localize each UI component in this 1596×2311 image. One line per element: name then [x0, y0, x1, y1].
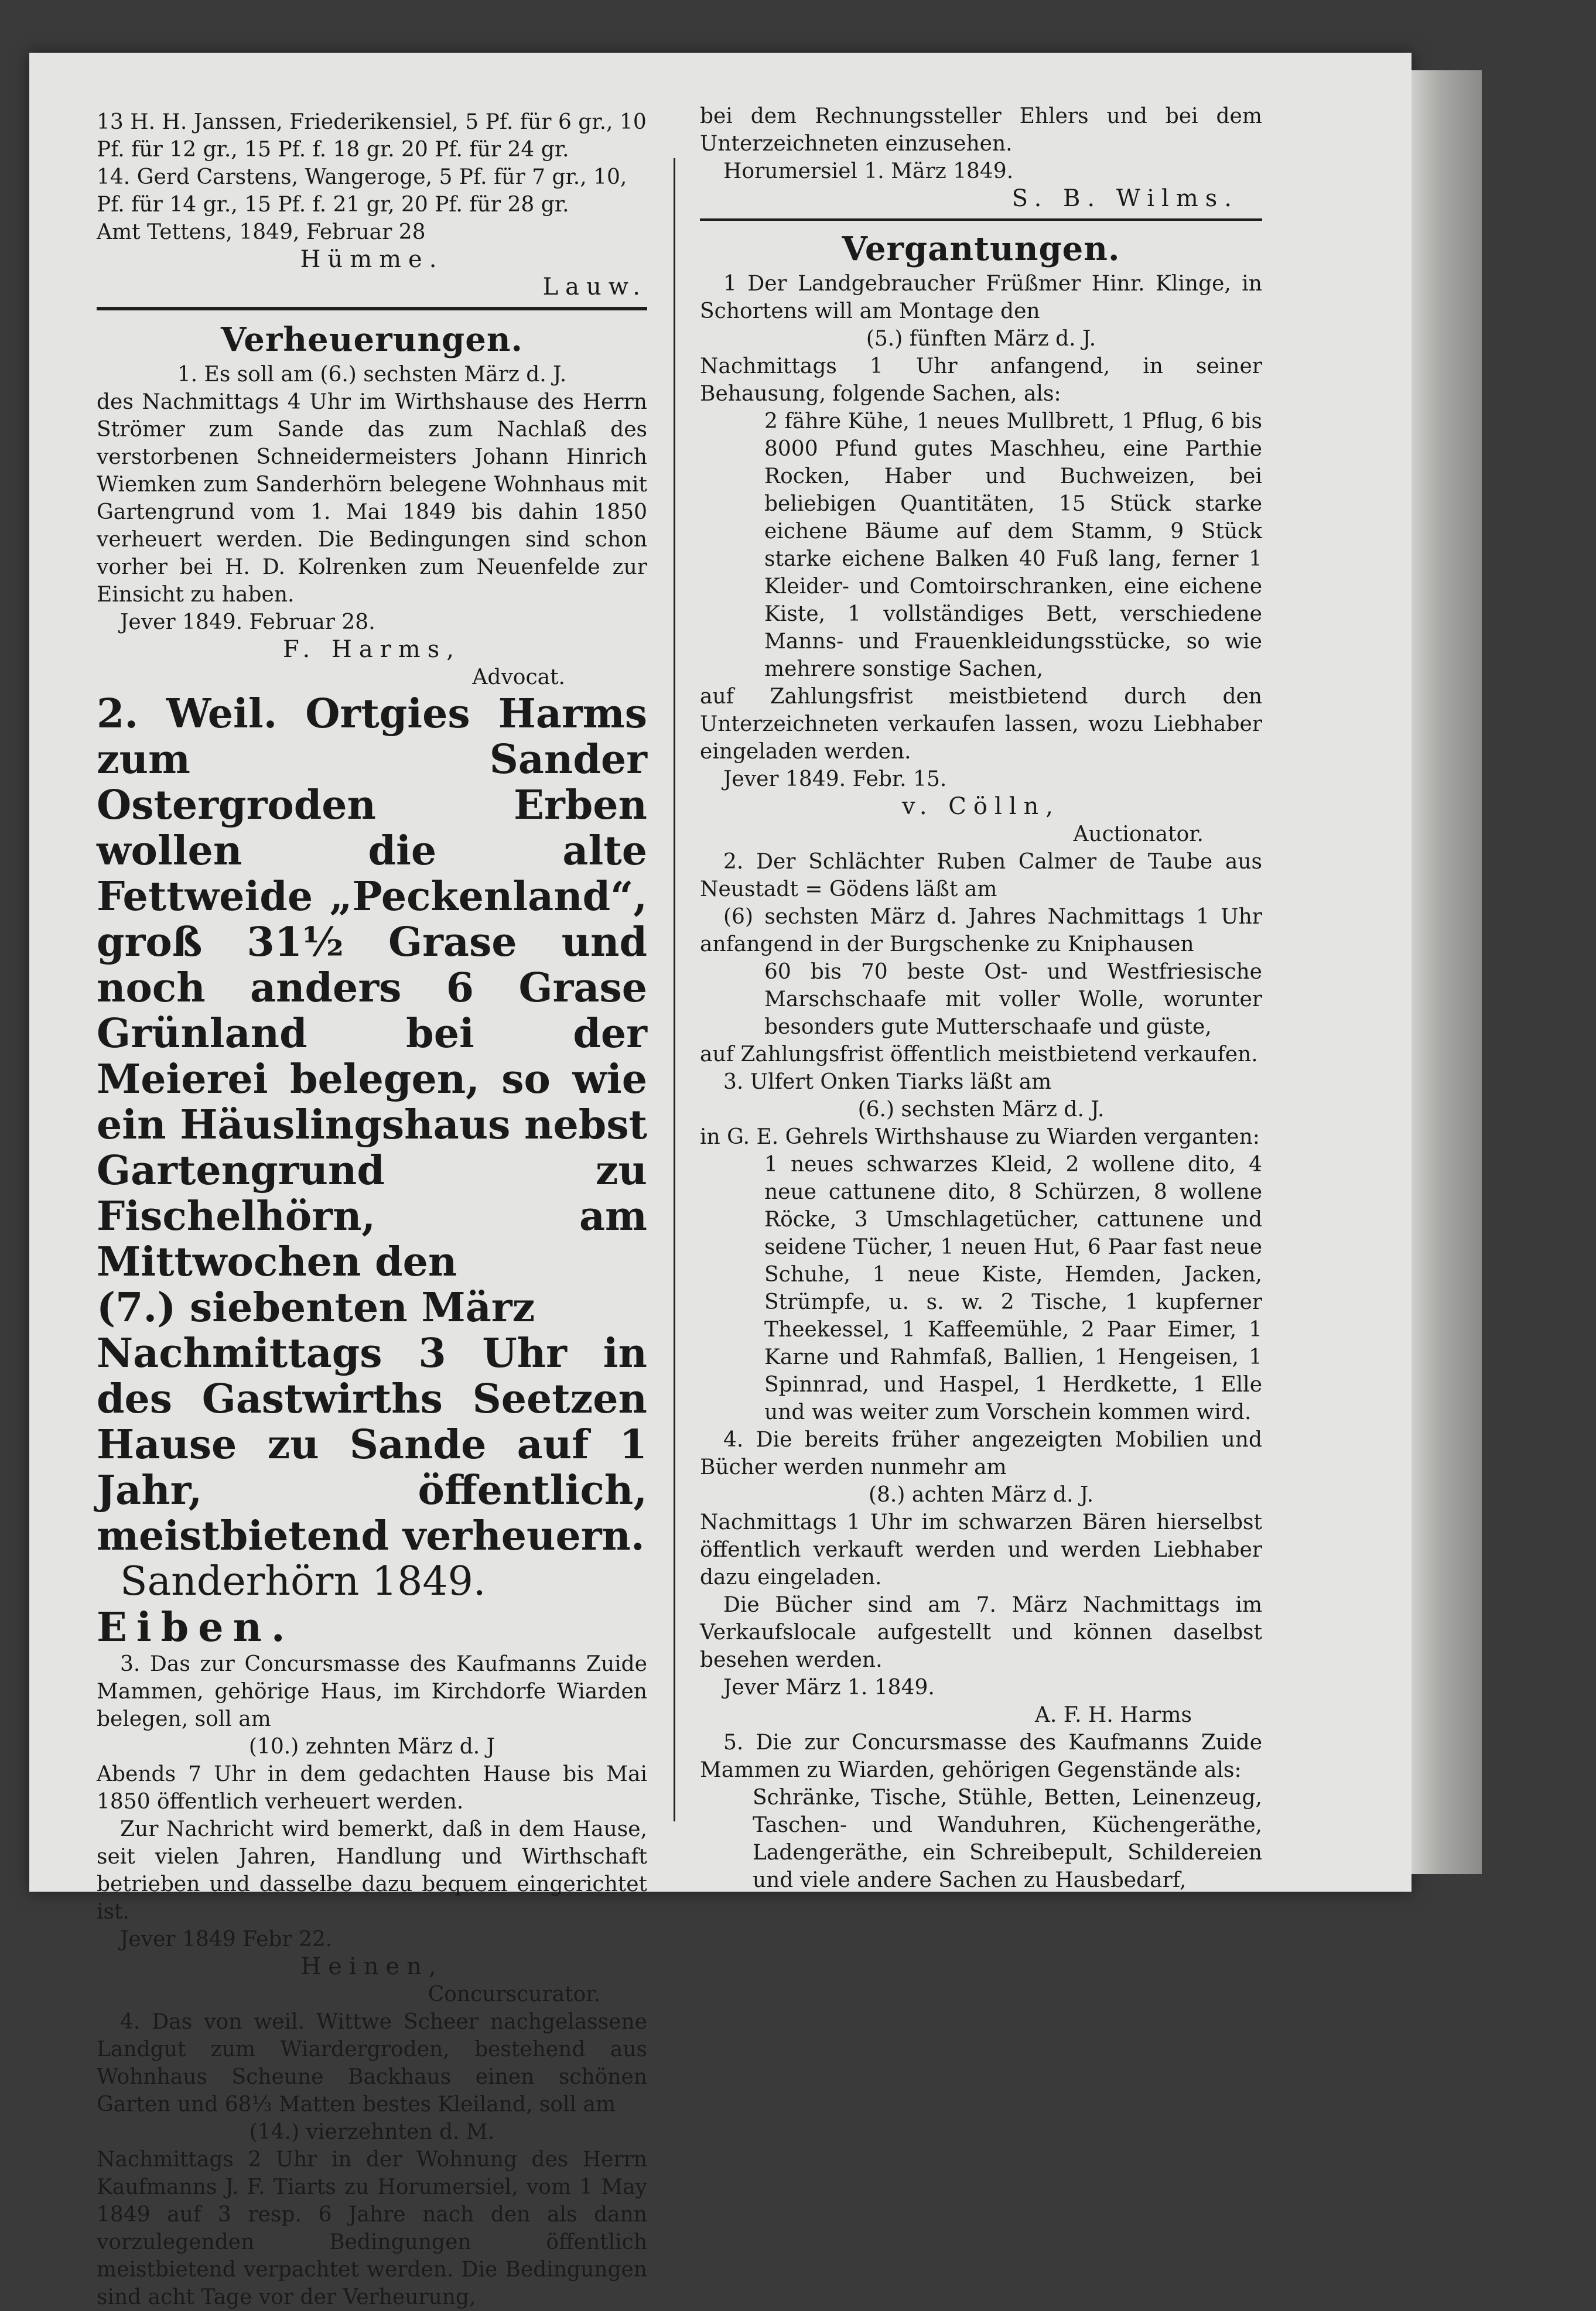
- notice-2-date: (7.) siebenten März: [97, 1284, 535, 1331]
- sale-1-signature: v. Cölln,: [901, 793, 1061, 820]
- top-place: Horumersiel 1. März 1849.: [723, 159, 1014, 183]
- top-line-1: 13 H. H. Janssen, Friederikensiel, 5 Pf. für 6 gr., 10: [97, 110, 647, 134]
- section-rule: [97, 307, 647, 310]
- top-text: bei dem Rechnungssteller Ehlers und bei dem Unterzeichneten einzusehen.: [700, 104, 1262, 156]
- notice-2-body: 2. Weil. Ortgies Harms zum Sander Ostergroden Erben wollen die alte Fettweide „Peckenland“, groß 31½ Grase und noch anders 6 Grase Grünland bei der Meierei belegen, so wie ein Häuslingshaus nebst Gartengrund zu Fischelhörn, am Mittwochen den: [97, 690, 648, 1286]
- sale-2-body2: (6) sechsten März d. Jahres Nachmittags 1 Uhr anfangend in der Burgschenke zu Kniphausen: [700, 905, 1262, 956]
- amt-line: Amt Tettens, 1849, Februar 28: [97, 220, 426, 244]
- sale-1-title: Auctionator.: [1073, 822, 1204, 846]
- column-divider: [674, 158, 675, 1821]
- heading-vergantungen: Vergantungen.: [842, 230, 1120, 268]
- sale-4-body2: Nachmittags 1 Uhr im schwarzen Bären hierselbst öffentlich verkauft werden und werden Liebhaber dazu eingeladen.: [700, 1510, 1262, 1589]
- notice-4-body2: Nachmittags 2 Uhr in der Wohnung des Herrn Kaufmanns J. F. Tiarts zu Horumersiel, vom 1 May 1849 auf 3 resp. 6 Jahre nach den als dann vorzulegenden Bedingungen öffentlich meistbietend verpachtet werden. Die Bedingungen sind acht Tage vor der Verheurung,: [97, 2148, 647, 2309]
- notice-3-place: Jever 1849 Febr 22.: [120, 1927, 333, 1951]
- sale-4-date: (8.) achten März d. J.: [868, 1483, 1094, 1507]
- heading-verheuerungen: Verheuerungen.: [220, 320, 524, 359]
- top-line-2: Pf. für 12 gr., 15 Pf. f. 18 gr. 20 Pf. für 24 gr.: [97, 138, 569, 162]
- notice-1-intro: 1. Es soll am (6.) sechsten März d. J.: [177, 363, 567, 387]
- notice-1-signature: F. Harms,: [283, 636, 461, 663]
- notice-1-title: Advocat.: [472, 665, 565, 689]
- sale-5-items: Schränke, Tische, Stühle, Betten, Leinenzeug, Taschen- und Wanduhren, Küchengeräthe, Ladengeräthe, ein Schreibepult, Schildereien und viele andere Sachen zu Hausbedarf,: [753, 1786, 1262, 1892]
- sale-4-place: Jever März 1. 1849.: [723, 1676, 935, 1700]
- sale-1-date: (5.) fünften März d. J.: [866, 327, 1096, 351]
- notice-4-date: (14.) vierzehnten d. M.: [249, 2120, 495, 2144]
- sale-3-date: (6.) sechsten März d. J.: [857, 1098, 1105, 1122]
- sale-1-items: 2 fähre Kühe, 1 neues Mullbrett, 1 Pflug, 6 bis 8000 Pfund gutes Maschheu, eine Parthie Rocken, Haber und Buchweizen, bei beliebigen Quantitäten, 15 Stück starke eichene Bäume auf dem Stamm, 9 Stück starke eichene Balken 40 Fuß lang, ferner 1 Kleider- und Comtoirschranken, eine eichene Kiste, 1 vollständiges Bett, verschiedene Manns- und Frauenkleidungsstücke, so wie mehrere sonstige Sachen,: [764, 409, 1262, 681]
- sale-3-body: 3. Ulfert Onken Tiarks läßt am: [723, 1070, 1052, 1094]
- sale-4-note: Die Bücher sind am 7. März Nachmittags im Verkaufslocale aufgestellt und können daselbst besehen werden.: [700, 1593, 1262, 1672]
- notice-3-title: Concurscurator.: [428, 1982, 600, 2006]
- sale-1-place: Jever 1849. Febr. 15.: [723, 767, 947, 791]
- sale-2-items: 60 bis 70 beste Ost- und Westfriesische Marschschaafe mit voller Wolle, worunter besonders gute Mutterschaafe und güste,: [764, 960, 1262, 1039]
- sale-4-body: 4. Die bereits früher angezeigten Mobilien und Bücher werden nunmehr am: [700, 1428, 1262, 1479]
- page-edge: [1412, 70, 1482, 1874]
- top-signature: S. B. Wilms.: [1011, 185, 1239, 212]
- section-rule-right: [700, 218, 1262, 221]
- sale-1-body: 1 Der Landgebraucher Früßmer Hinr. Klinge, in Schortens will am Montage den: [700, 272, 1262, 323]
- signature-huemme: Hümme.: [300, 246, 444, 273]
- sale-1-body3: auf Zahlungsfrist meistbietend durch den Unterzeichneten verkaufen lassen, wozu Liebhaber eingeladen werden.: [700, 685, 1262, 764]
- sale-1-body2: Nachmittags 1 Uhr anfangend, in seiner Behausung, folgende Sachen, als:: [700, 354, 1262, 406]
- sale-5-body: 5. Die zur Concursmasse des Kaufmanns Zuide Mammen zu Wiarden, gehörigen Gegenstände als:: [700, 1731, 1262, 1782]
- top-line-3: 14. Gerd Carstens, Wangeroge, 5 Pf. für 7 gr., 10,: [97, 165, 627, 189]
- sale-3-body2: in G. E. Gehrels Wirthshause zu Wiarden verganten:: [700, 1125, 1260, 1149]
- sale-2-body: 2. Der Schlächter Ruben Calmer de Taube aus Neustadt = Gödens läßt am: [700, 850, 1262, 901]
- notice-1-date: Jever 1849. Februar 28.: [120, 610, 375, 634]
- sale-2-body3: auf Zahlungsfrist öffentlich meistbietend verkaufen.: [700, 1042, 1258, 1066]
- left-column: [97, 108, 647, 2311]
- right-column: [700, 102, 1262, 1894]
- sale-3-items: 1 neues schwarzes Kleid, 2 wollene dito, 4 neue cattunene dito, 8 Schürzen, 8 wollene Röcke, 3 Umschlagetücher, cattunene und seidene Tücher, 1 neuen Hut, 6 Paar fast neue Schuhe, 1 neue Kiste, Hemden, Jacken, Strümpfe, u. s. w. 2 Tische, 1 kupferner Theekessel, 1 Kaffeemühle, 2 Paar Eimer, 1 Karne und Rahmfaß, Ballien, 1 Hengeisen, 1 Spinnrad, und Haspel, 1 Herdkette, 1 Elle und was weiter zum Vorschein kommen wird.: [764, 1153, 1262, 1424]
- notice-3-note: Zur Nachricht wird bemerkt, daß in dem Hause, seit vielen Jahren, Handlung und Wirthschaft betrieben und dasselbe dazu bequem eingerichtet ist.: [97, 1817, 647, 1924]
- notice-3-body2: Abends 7 Uhr in dem gedachten Hause bis Mai 1850 öffentlich verheuert werden.: [97, 1762, 647, 1814]
- signature-lauw: Lauw.: [542, 274, 647, 300]
- notice-4-body: 4. Das von weil. Wittwe Scheer nachgelassene Landgut zum Wiardergroden, bestehend aus Wohnhaus Scheune Backhaus einen schönen Garten und 68⅓ Matten bestes Kleiland, soll am: [97, 2010, 647, 2117]
- notice-1-body: des Nachmittags 4 Uhr im Wirthshause des Herrn Strömer zum Sande das zum Nachlaß des verstorbenen Schneidermeisters Johann Hinrich Wiemken zum Sanderhörn belegene Wohnhaus mit Gartengrund vom 1. Mai 1849 bis dahin 1850 verheuert werden. Die Bedingungen sind schon vorher bei H. D. Kolrenken zum Neuenfelde zur Einsicht zu haben.: [97, 390, 647, 607]
- notice-2-signature: Eiben.: [97, 1604, 295, 1651]
- sale-4-signature: A. F. H. Harms: [1034, 1703, 1192, 1727]
- notice-3-date: (10.) zehnten März d. J: [248, 1735, 495, 1759]
- top-line-4: Pf. für 14 gr., 15 Pf. f. 21 gr, 20 Pf. für 28 gr.: [97, 193, 569, 217]
- notice-2-place: Sanderhörn 1849.: [120, 1558, 486, 1605]
- notice-3-body: 3. Das zur Concursmasse des Kaufmanns Zuide Mammen, gehörige Haus, im Kirchdorfe Wiarden belegen, soll am: [97, 1652, 647, 1731]
- notice-3-signature: Heinen,: [300, 1953, 443, 1980]
- notice-2-body2: Nachmittags 3 Uhr in des Gastwirths Seetzen Hause zu Sande auf 1 Jahr, öffentlich, meistbietend verheuern.: [97, 1330, 647, 1560]
